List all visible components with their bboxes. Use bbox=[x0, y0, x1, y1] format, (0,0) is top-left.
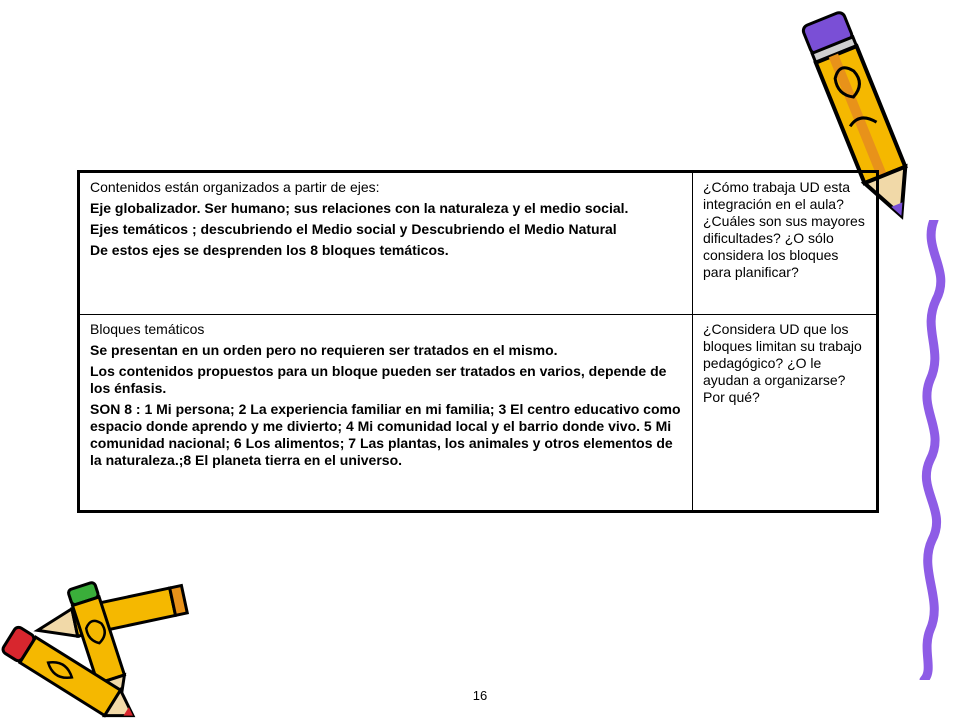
bloques-list-text: SON 8 : 1 Mi persona; 2 La experiencia familiar en mi familia; 3 El centro educativo como espacio donde aprendo y me divierto; 4 Mi comunidad local y el barrio donde vivo. 5 Mi comunidad nacional; 6 Los alimentos; 7 Las plantas, los animales y otros elementos de la naturaleza.;8 El planeta tierra en el universo. bbox=[90, 401, 681, 468]
page-number: 16 bbox=[472, 688, 488, 703]
bloques-cell bbox=[80, 315, 693, 510]
bloques-heading: Bloques temáticos bbox=[90, 321, 205, 337]
bloques-question-cell bbox=[693, 315, 876, 510]
ejes-bloques-text: De estos ejes se desprenden los 8 bloques temáticos. bbox=[90, 242, 449, 258]
ejes-cell bbox=[80, 173, 693, 315]
bloques-orden-text: Se presentan en un orden pero no requieren ser tratados en el mismo. bbox=[90, 342, 558, 358]
bloques-question: ¿Considera UD que los bloques limitan su trabajo pedagógico? ¿O le ayudan a organizarse? Por qué? bbox=[703, 321, 862, 405]
pencils-clipart-icon bbox=[0, 575, 195, 720]
bloques-contenidos-text: Los contenidos propuestos para un bloque pueden ser tratados en varios, depende de los énfasis. bbox=[90, 363, 667, 396]
ejes-heading: Contenidos están organizados a partir de ejes: bbox=[90, 179, 380, 195]
integration-question-cell bbox=[693, 173, 876, 315]
integration-question: ¿Cómo trabaja UD esta integración en el aula? ¿Cuáles son sus mayores dificultades? ¿O sólo considera los bloques para planificar? bbox=[703, 179, 865, 280]
eje-globalizador-text: Eje globalizador. Ser humano; sus relaciones con la naturaleza y el medio social. bbox=[90, 200, 629, 216]
ejes-tematicos-text: Ejes temáticos ; descubriendo el Medio social y Descubriendo el Medio Natural bbox=[90, 221, 617, 237]
content-table bbox=[77, 170, 879, 513]
purple-squiggle-icon bbox=[900, 220, 960, 680]
